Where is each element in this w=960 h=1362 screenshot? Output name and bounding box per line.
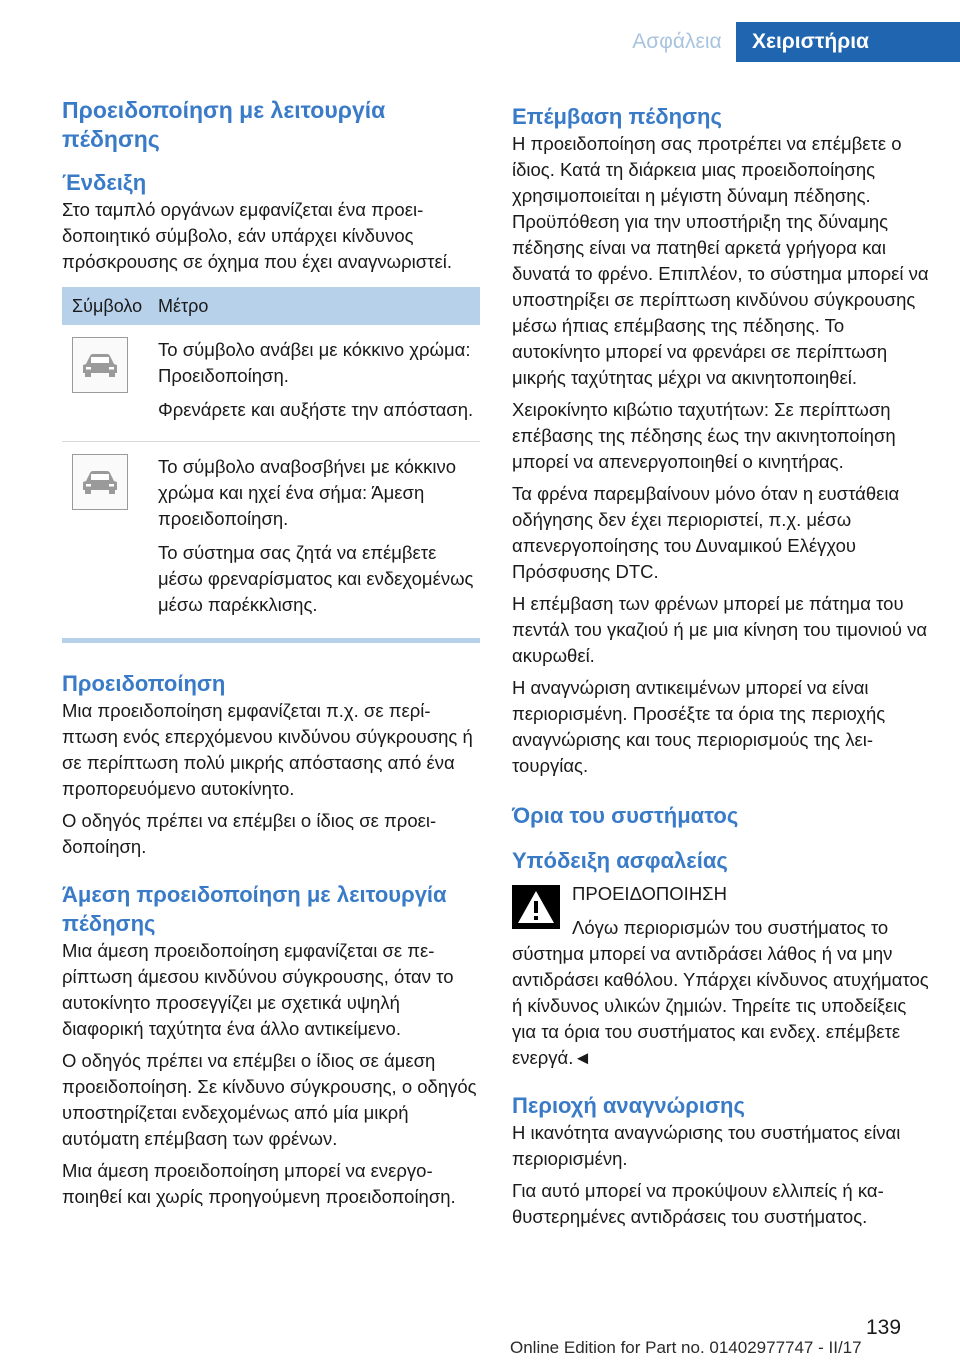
section-title: Προειδοποίηση με λειτουργία πέδησης xyxy=(62,97,386,152)
row2-text-1: Το σύμβολο αναβοσβήνει με κόκκινο χρώμα και ηχεί ένα σήμα: Άμεση προειδοποίηση. xyxy=(158,456,457,529)
immediate-text-3: Μια άμεση προειδοποίηση μπορεί να ενεργοποιηθεί και χωρίς προηγούμενη προειδοποίηση. xyxy=(62,1160,456,1207)
car-warning-red-icon xyxy=(72,337,128,393)
right-column xyxy=(512,96,930,1236)
area-text-2: Για αυτό μπορεί να προκύψουν ελλιπείς ή καθυστερημένες αντιδράσεις του συστήματος. xyxy=(512,1180,884,1227)
warning-text-2: Ο οδηγός πρέπει να επέμβει ο ίδιος σε προειδοποίηση. xyxy=(62,810,437,857)
warning-triangle-icon xyxy=(512,885,560,929)
col-symbol-header: Σύμβολο xyxy=(62,287,152,325)
caution-title: ΠΡΟΕΙΔΟΠΟΙΗΣΗ xyxy=(572,883,727,904)
immediate-warning-heading: Άμεση προειδοποίηση με λειτουργία πέδησης xyxy=(62,882,447,936)
header-bar xyxy=(0,0,960,62)
brake-text-5: Η αναγνώριση αντικειμένων μπορεί να είναι περιορισμένη. Προσέξτε τα όρια της περιοχής αναγνώρισης και τους περιορισμούς της λειτουργίας. xyxy=(512,677,886,776)
brake-text-1: Η προειδοποίηση σας προτρέπει να επέμβετε ο ίδιος. Κατά τη διάρκεια μιας προειδοποίησης χρησιμοποιείται η μέγιστη δύναμη πέδησης. Προϋπόθεση για την υποστήριξη της δύναμης πέδησης είναι να πατηθεί αρκετά γρήγορα και δυνατά το φρένο. Επιπλέον, το σύστημα μπορεί να υποστηρίξει σε περίπτωση κινδύνου σύγκρουσης μέσω ήπιας επέμβασης της πέδησης. Το αυτοκίνητο μπορεί να φρενάρει σε περίπτωση μικρής ταχύτητας μέχρι να ακινητοποιηθεί. xyxy=(512,133,929,388)
table-bottom-rule xyxy=(62,638,480,643)
edition-footer: Online Edition for Part no. 01402977747 - II/17 xyxy=(510,1338,862,1357)
caution-text: Λόγω περιορισμών του συστήματος το σύστημα μπορεί να αντιδράσει λάθος ή να μην αντιδράσει καθόλου. Υπάρχει κίνδυνος ατυχήματος ή κίνδυνος υλικών ζημιών. Τηρείτε τις υποδείξεις για τα όρια του συστήματος και ενδεχ. επέμβετε ενεργά.◄ xyxy=(512,917,929,1068)
warning-heading: Προειδοποίηση xyxy=(62,671,226,696)
table-row xyxy=(62,325,480,442)
row1-text-1: Το σύμβολο ανάβει με κόκκινο χρώμα: Προειδοποίηση. xyxy=(158,339,471,386)
system-limits-heading: Όρια του συστήματος xyxy=(512,803,739,828)
immediate-text-1: Μια άμεση προειδοποίηση εμφανίζεται σε περίπτωση άμεσου κινδύνου σύγκρουσης, όταν το αυτοκίνητο προσεγγίζει με σχετικά υψηλή διαφορική ταχύτητα ένα άλλο αντικείμενο. xyxy=(62,940,454,1039)
brake-intervention-heading: Επέμβαση πέδησης xyxy=(512,104,722,129)
row2-text-2: Το σύστημα σας ζητά να επέμβετε μέσω φρεναρίσματος και ενδεχομένως μέσω παρέκκλισης. xyxy=(158,542,474,615)
table-header-row xyxy=(62,287,480,325)
tab-safety[interactable]: Ασφάλεια xyxy=(632,30,722,53)
brake-text-4: Η επέμβαση των φρένων μπορεί με πάτημα του πεντάλ του γκαζιού ή με μια κίνηση του τιμονιού να ακυρωθεί. xyxy=(512,593,928,666)
tab-controls[interactable]: Χειριστήρια xyxy=(736,22,960,62)
left-column xyxy=(62,96,480,1216)
car-warning-flashing-icon xyxy=(72,454,128,510)
brake-text-3: Τα φρένα παρεμβαίνουν μόνο όταν η ευστάθεια οδήγησης δεν έχει περιοριστεί, π.χ. μέσω απενεργοποίησης του Δυναμικού Ελέγχου Πρόσφυσης DTC. xyxy=(512,483,900,582)
symbol-table xyxy=(62,287,480,636)
indication-heading: Ένδειξη xyxy=(62,170,147,195)
col-measure-header: Μέτρο xyxy=(152,287,480,325)
safety-note-heading: Υπόδειξη ασφαλείας xyxy=(512,848,728,873)
table-row xyxy=(62,442,480,637)
area-text-1: Η ικανότητα αναγνώρισης του συστήματος είναι περιορισμένη. xyxy=(512,1122,901,1169)
row1-text-2: Φρενάρετε και αυξήστε την απόσταση. xyxy=(158,399,474,420)
page-number: 139 xyxy=(866,1316,902,1339)
immediate-text-2: Ο οδηγός πρέπει να επέμβει ο ίδιος σε άμεση προειδοποίηση. Σε κίνδυνο σύγκρουσης, ο οδηγός υποστηρίζεται ενδεχομένως από μία μικρή αυτόματη επέμβαση των φρένων. xyxy=(62,1050,477,1149)
warning-text-1: Μια προειδοποίηση εμφανίζεται π.χ. σε περίπτωση ενός επερχόμενου κινδύνου σύγκρουσης ή σε περίπτωση πολύ μικρής απόστασης από ένα προπορευόμενο αυτοκίνητο. xyxy=(62,700,473,799)
brake-text-2: Χειροκίνητο κιβώτιο ταχυτήτων: Σε περίπτωση επέβασης της πέδησης έως την ακινητοποίηση μπορεί να απενεργοποιηθεί ο κινητήρας. xyxy=(512,399,896,472)
indication-text: Στο ταμπλό οργάνων εμφανίζεται ένα προειδοποιητικό σύμβολο, εάν υπάρχει κίνδυνος πρόσκρουσης σε όχημα που έχει αναγνωριστεί. xyxy=(62,199,452,272)
detection-area-heading: Περιοχή αναγνώρισης xyxy=(512,1093,745,1118)
